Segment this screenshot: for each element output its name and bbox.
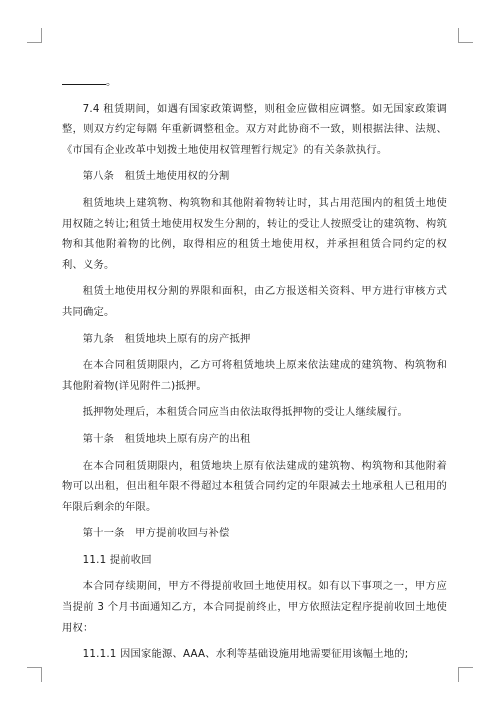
article-10-para-1: 在本合同租赁期限内，租赁地块上原有依法建成的建筑物、构筑物和其他附着物可以出租，但出租年限不得超过本租赁合同约定的年限减去土地承租人已租用的年限后剩余的年限。 [62, 459, 447, 513]
clause-11-1-para: 本合同存续期间，甲方不得提前收回土地使用权。如有以下事项之一，甲方应当提前 3 个月书面通知乙方，本合同提前终止，甲方依照法定程序提前收回土地使用权： [62, 580, 447, 634]
article-10-heading: 第十条 租赁地块上原有房产的出租 [82, 432, 251, 445]
lead-line-text: 。 [106, 76, 117, 88]
article-8-para-2: 租赁土地使用权分割的界限和面积，由乙方报送相关资料、甲方进行审核方式共同确定。 [62, 285, 447, 318]
clause-11-1-1: 11.1.1 因国家能源、AAA、水利等基础设施用地需要征用该幅土地的; [82, 648, 409, 661]
article-9-para-1: 在本合同租赁期限内，乙方可将租赁地块上原来依法建成的建筑物、构筑物和其他附着物(详见附件二)抵押。 [62, 359, 447, 392]
clause-11-1-heading: 11.1 提前收回 [82, 553, 152, 566]
fill-blank [62, 74, 106, 85]
clause-7-4: 7.4 租赁期间，如遇有国家政策调整，则租金应做相应调整。如无国家政策调整，则双方约定每隔 年重新调整租金。双方对此协商不一致，则根据法律、法规、《市国有企业改革中划拨土地使用权管理暂行规定》的有关条款执行。 [62, 102, 447, 156]
article-11-heading: 第十一条 甲方提前收回与补偿 [82, 527, 230, 540]
article-9-para-2: 抵押物处理后，本租赁合同应当由依法取得抵押物的受让人继续履行。 [82, 406, 408, 419]
document-body [62, 72, 447, 671]
crop-mark-bottom-left [27, 667, 42, 682]
article-9-heading: 第九条 租赁地块上原有的房产抵押 [82, 332, 251, 345]
crop-mark-top-left [27, 28, 42, 43]
lead-line [62, 72, 447, 93]
crop-mark-bottom-right [458, 667, 473, 682]
article-8-para-1: 租赁地块上建筑物、构筑物和其他附着物转让时，其占用范围内的租赁土地使用权随之转让;租赁土地使用权发生分割的，转让的受让人按照受让的建筑物、构筑物和其他附着物的比例，取得相应的租赁土地使用权，并承担租赁合同约定的权利、义务。 [62, 196, 447, 271]
article-8-heading: 第八条 租赁土地使用权的分割 [82, 170, 230, 183]
crop-mark-top-right [458, 28, 473, 43]
